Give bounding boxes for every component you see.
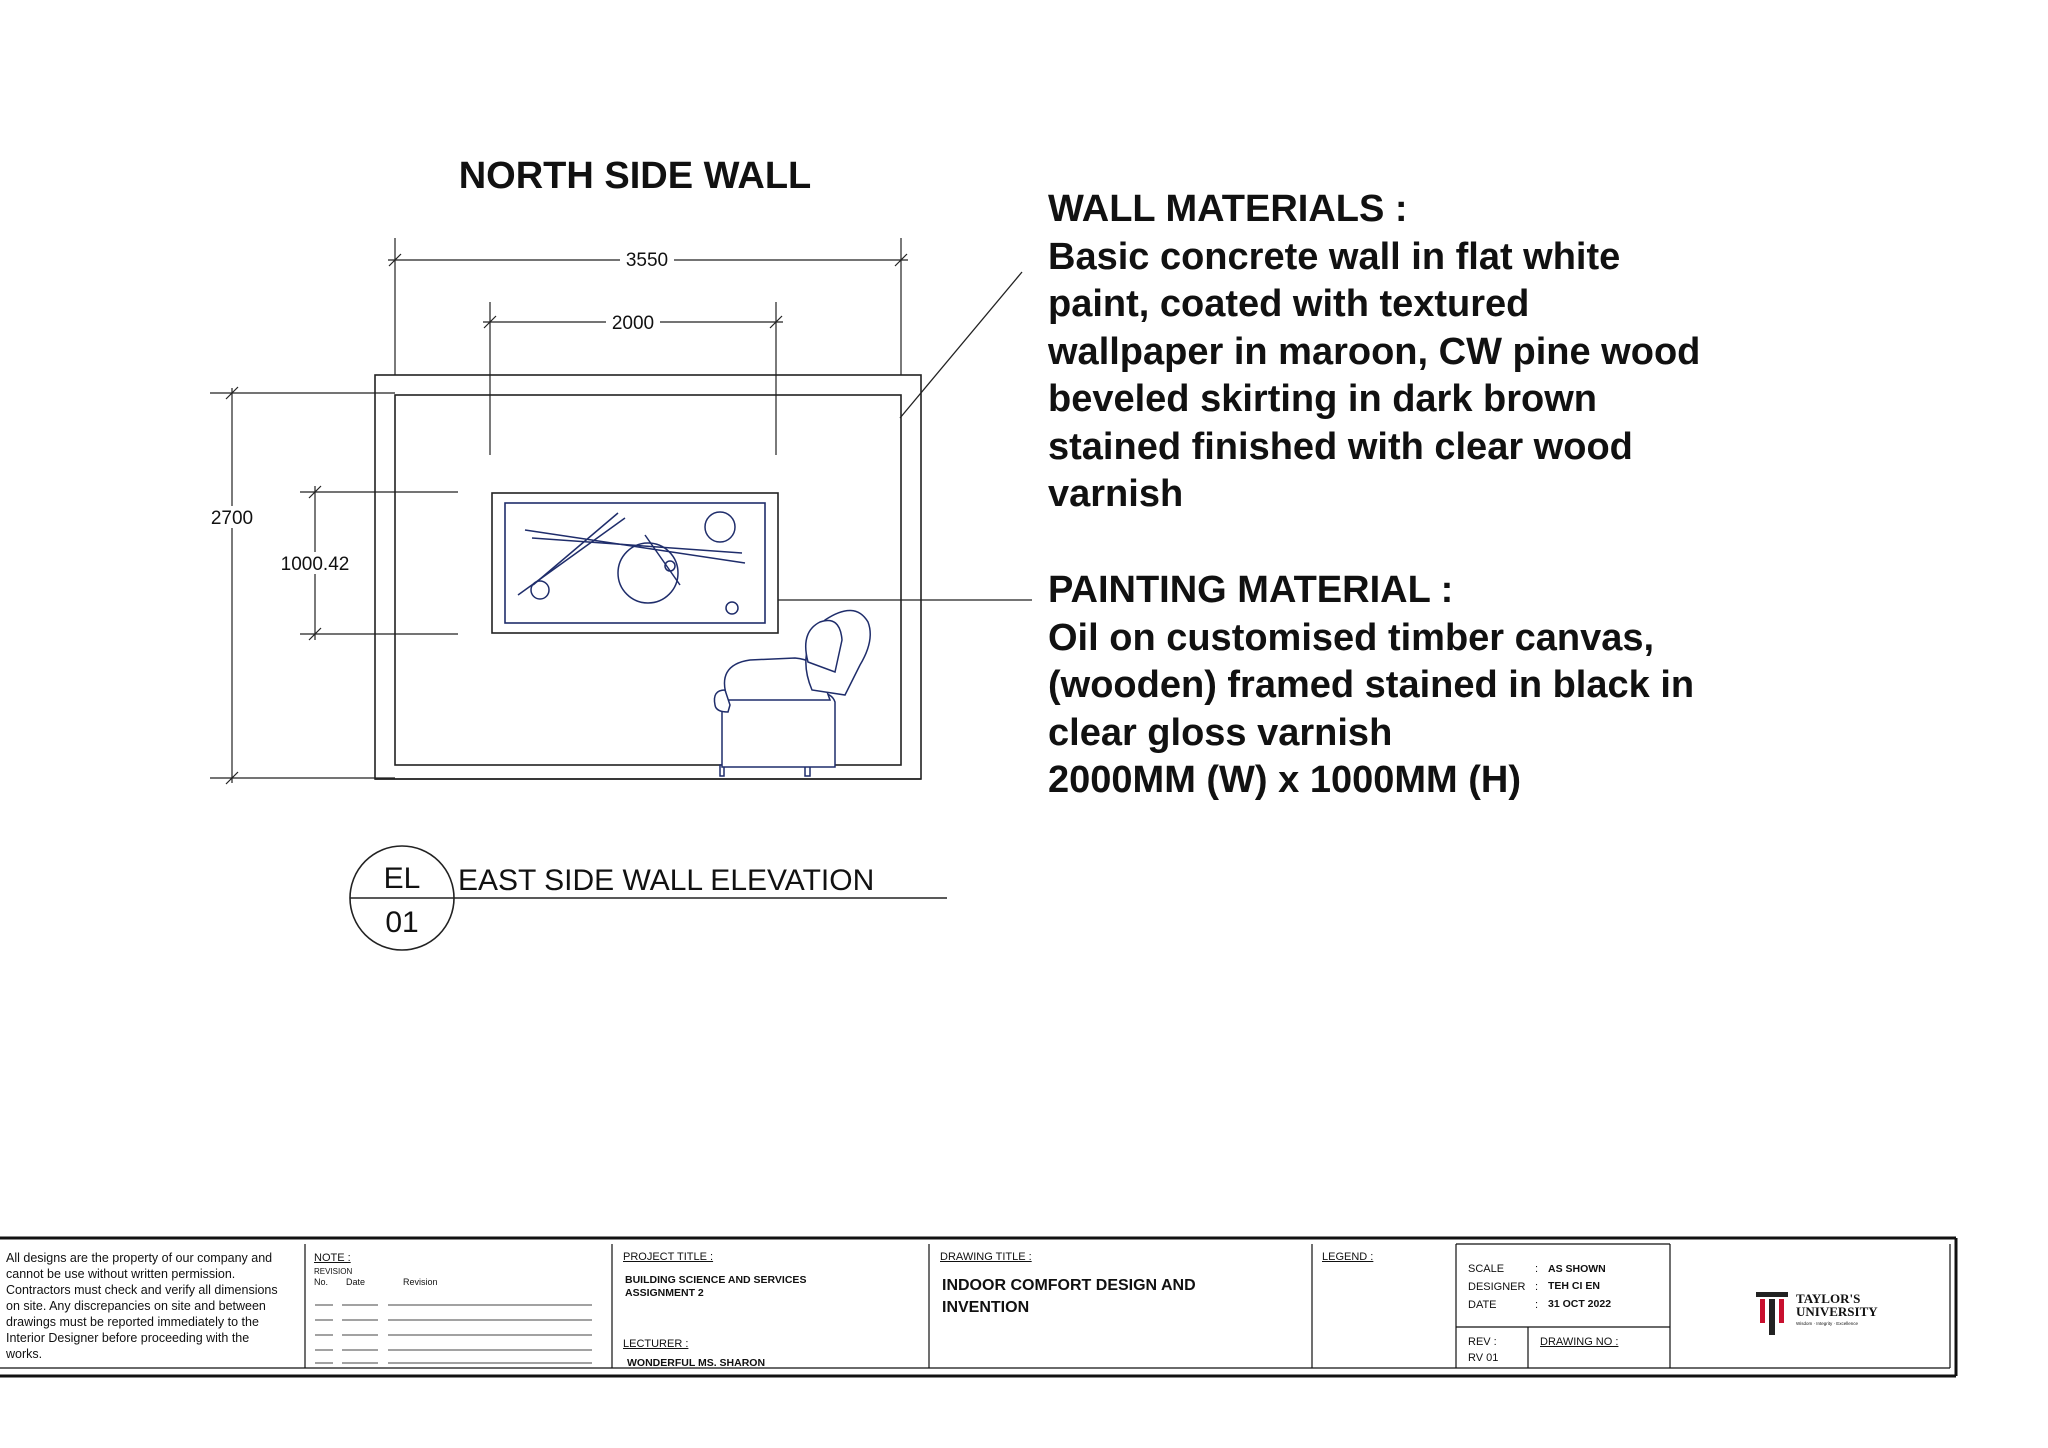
painting-material-title: PAINTING MATERIAL :: [1048, 569, 1454, 611]
wall-materials-line: varnish: [1048, 473, 1184, 515]
logo-tagline: Wisdom · Integrity · Excellence: [1796, 1321, 1859, 1326]
rev-value: RV 01: [1468, 1352, 1499, 1364]
leader-lines: [778, 272, 1032, 600]
rev-column-date: Date: [346, 1277, 366, 1287]
rev-label: REV :: [1468, 1336, 1497, 1348]
wall-outline: [375, 375, 921, 779]
wall-materials-line: paint, coated with textured: [1048, 283, 1530, 325]
painting-material-line: (wooden) framed stained in black in: [1048, 664, 1695, 706]
elevation-tag-title: EAST SIDE WALL ELEVATION: [458, 864, 875, 897]
scale-colon: :: [1535, 1263, 1539, 1275]
designer-value: TEH CI EN: [1548, 1280, 1600, 1292]
disclaimer-line: works.: [6, 1347, 43, 1361]
armchair: [714, 610, 870, 776]
dimension-painting-height-label: 1000.42: [280, 554, 350, 575]
drawing-title-line: INDOOR COMFORT DESIGN AND: [942, 1277, 1196, 1294]
logo-name-line2: UNIVERSITY: [1796, 1304, 1878, 1319]
elevation-tag-code: EL: [383, 862, 421, 895]
project-title-line: ASSIGNMENT 2: [625, 1287, 704, 1299]
designer-colon: :: [1535, 1281, 1539, 1293]
painting-material-line: clear gloss varnish: [1048, 711, 1393, 754]
university-logo: [1756, 1290, 1896, 1340]
disclaimer-line: Contractors must check and verify all dimensions: [6, 1283, 278, 1297]
disclaimer-line: Interior Designer before proceeding with the: [6, 1331, 250, 1345]
drawing-no-label: DRAWING NO :: [1540, 1336, 1619, 1348]
rev-column-revision: Revision: [403, 1277, 438, 1287]
legend-label: LEGEND :: [1322, 1251, 1374, 1263]
painting-material-spec: [1048, 567, 1808, 805]
disclaimer-line: on site. Any discrepancies on site and between: [6, 1299, 266, 1313]
drawing-title-label: DRAWING TITLE :: [940, 1251, 1032, 1263]
wall-materials-line: wallpaper in maroon, CW pine wood: [1048, 330, 1701, 373]
elevation-tag-number: 01: [385, 906, 419, 939]
dimension-painting-width-label: 2000: [611, 313, 655, 334]
scale-value: AS SHOWN: [1548, 1263, 1606, 1275]
dimension-wall-height-label: 2700: [210, 508, 254, 529]
dimension-wall-height: [210, 387, 395, 784]
disclaimer-line: All designs are the property of our company and: [6, 1251, 273, 1265]
lecturer-name: WONDERFUL MS. SHARON: [627, 1357, 766, 1369]
drawing-title-line: INVENTION: [942, 1299, 1030, 1316]
date-label: DATE: [1468, 1299, 1497, 1311]
wall-materials-line: stained finished with clear wood: [1048, 425, 1633, 468]
painting-material-line: 2000MM (W) x 1000MM (H): [1048, 759, 1521, 801]
date-colon: :: [1535, 1299, 1539, 1311]
university-logo-mark: [1756, 1292, 1788, 1336]
painting-material-line: Oil on customised timber canvas,: [1048, 616, 1655, 659]
disclaimer-line: cannot be use without written permission.: [6, 1267, 236, 1281]
lecturer-label: LECTURER :: [623, 1338, 689, 1350]
disclaimer-line: drawings must be reported immediately to the: [6, 1315, 259, 1329]
wall-materials-title: WALL MATERIALS :: [1048, 188, 1408, 230]
wall-materials-line: Basic concrete wall in flat white: [1048, 235, 1621, 278]
logo-name-line1: TAYLOR'S: [1796, 1291, 1861, 1306]
revision-label: REVISION: [314, 1267, 353, 1276]
disclaimer: [6, 1250, 302, 1362]
designer-label: DESIGNER: [1468, 1281, 1526, 1293]
drawing-heading: NORTH SIDE WALL: [458, 155, 812, 197]
dimension-overall-width-label: 3550: [625, 250, 669, 271]
painting: [492, 493, 778, 633]
rev-column-no: No.: [314, 1277, 329, 1287]
note-label: NOTE :: [314, 1252, 351, 1264]
wall-materials-line: beveled skirting in dark brown: [1048, 378, 1598, 420]
elevation-tag: [350, 846, 947, 950]
project-title-label: PROJECT TITLE :: [623, 1251, 714, 1263]
wall-materials-spec: [1048, 186, 1808, 519]
scale-label: SCALE: [1468, 1263, 1505, 1275]
project-title-line: BUILDING SCIENCE AND SERVICES: [625, 1274, 807, 1286]
date-value: 31 OCT 2022: [1548, 1298, 1612, 1310]
